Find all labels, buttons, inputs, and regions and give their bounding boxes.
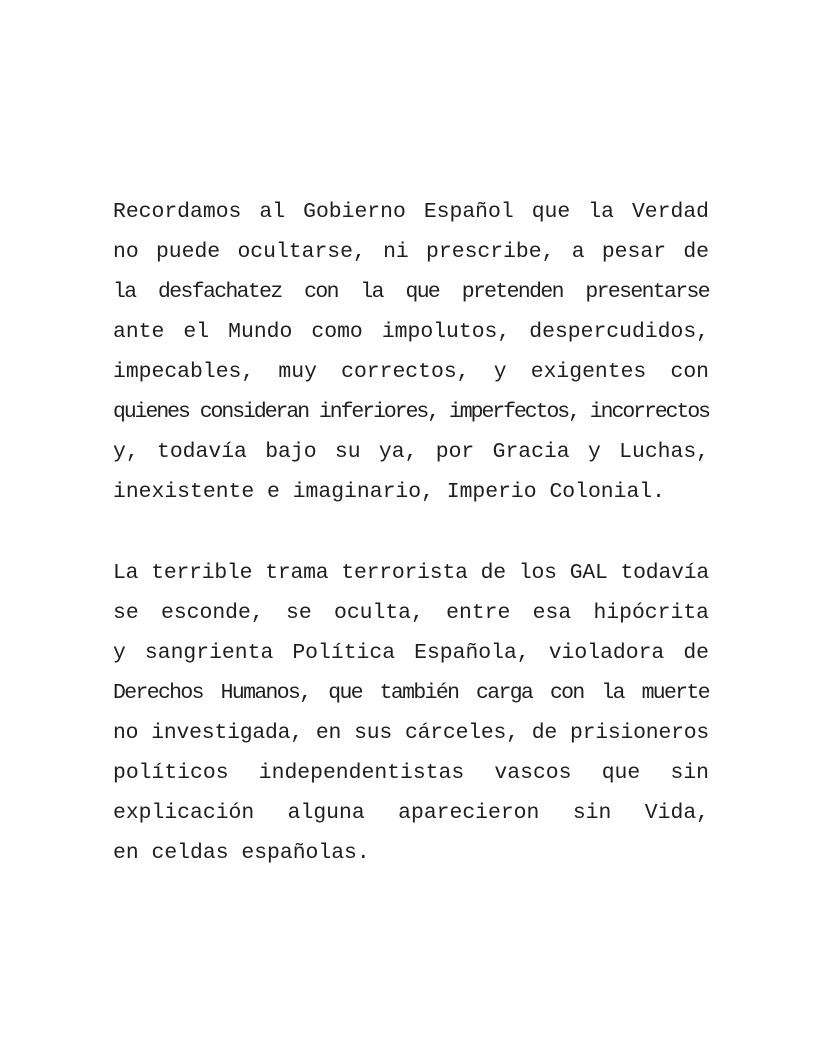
paragraph-line: no investigada, en sus cárceles, de prisioneros [113, 721, 709, 745]
paragraph-line: explicación alguna aparecieron sin Vida, [113, 801, 709, 825]
paragraph-line: se esconde, se oculta, entre esa hipócrita [113, 601, 709, 625]
paragraph-line: ante el Mundo como impolutos, despercudidos, [113, 320, 709, 344]
paragraph-line: la desfachatez con la que pretenden presentarse [113, 280, 709, 304]
paragraph-line: inexistente e imaginario, Imperio Colonial. [113, 480, 665, 504]
paragraph-line: políticos independentistas vascos que sin [113, 761, 709, 785]
paragraph-line: y, todavía bajo su ya, por Gracia y Luchas, [113, 440, 709, 464]
paragraph-line: y sangrienta Política Española, violadora de [113, 641, 709, 665]
paragraph-line: en celdas españolas. [113, 841, 370, 865]
paragraph-line: quienes consideran inferiores, imperfectos, incorrectos [113, 400, 710, 424]
paragraph-line: no puede ocultarse, ni prescribe, a pesar de [113, 240, 709, 264]
paragraph-line: Derechos Humanos, que también carga con la muerte [113, 681, 709, 705]
paragraph-line: Recordamos al Gobierno Español que la Verdad [113, 200, 709, 224]
paragraph-line: La terrible trama terrorista de los GAL todavía [113, 561, 709, 585]
paragraph-2 [113, 553, 709, 873]
paragraph-1 [113, 192, 709, 512]
paragraph-line: impecables, muy correctos, y exigentes con [113, 360, 709, 384]
